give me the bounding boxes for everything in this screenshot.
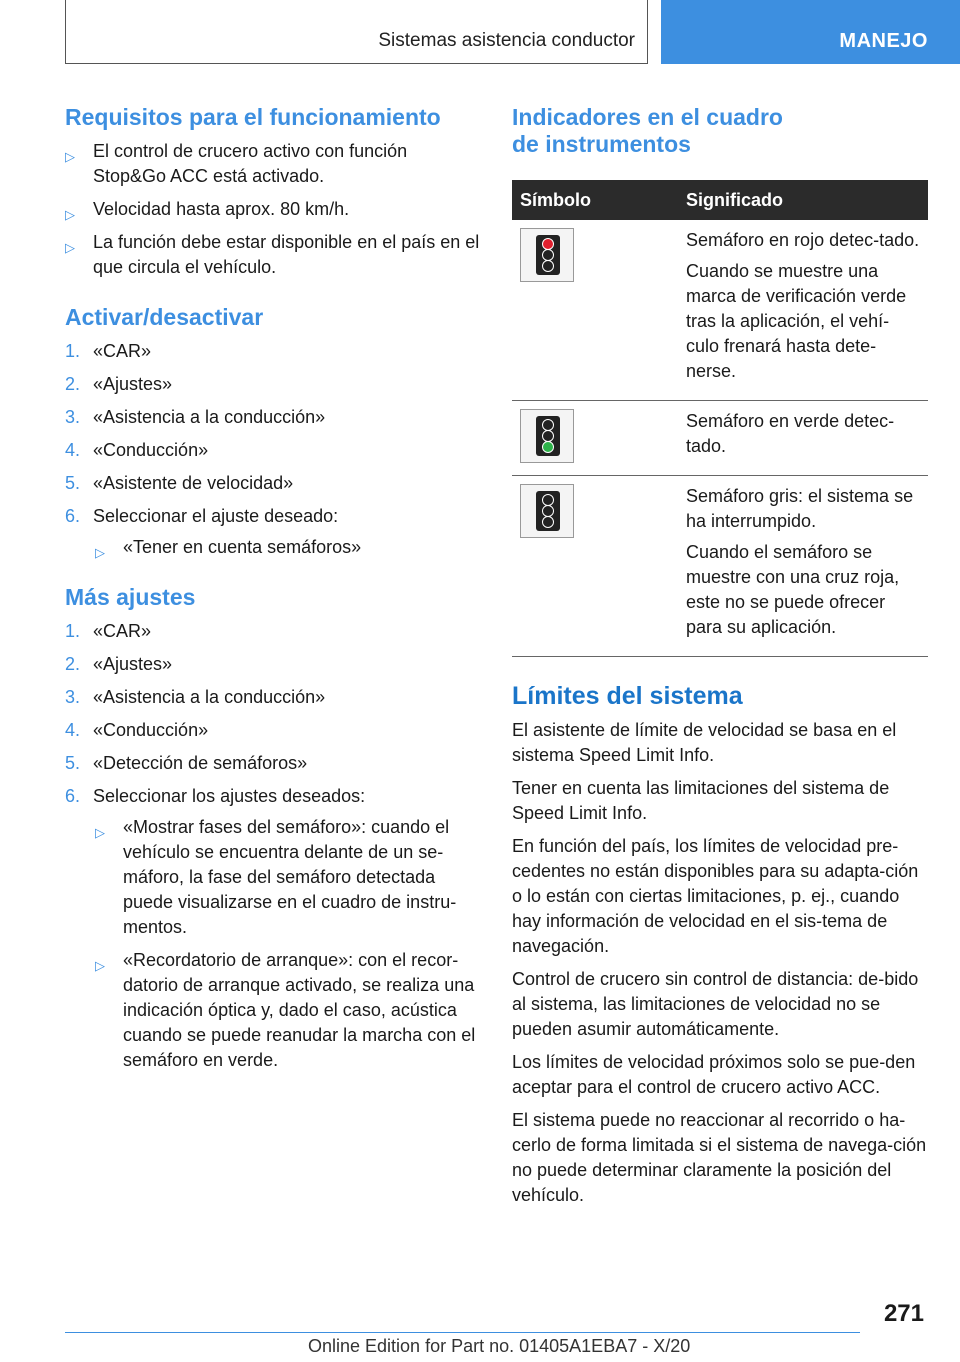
table-row: Semáforo en rojo detec-tado. Cuando se muestre una marca de verificación verde tras la aplicación, el vehí-culo frenará hasta dete-nerse. bbox=[512, 220, 928, 401]
traffic-light-grey-icon bbox=[520, 484, 574, 538]
triangle-bullet-icon: ▷ bbox=[65, 149, 75, 164]
triangle-bullet-icon: ▷ bbox=[65, 207, 75, 222]
list-item: 5. «Asistente de velocidad» bbox=[65, 473, 294, 493]
list-item: 3. «Asistencia a la conducción» bbox=[65, 687, 326, 707]
requirements-heading: Requisitos para el funcionamiento bbox=[65, 104, 441, 130]
triangle-bullet-icon: ▷ bbox=[65, 240, 75, 255]
list-item: 4. «Conducción» bbox=[65, 440, 209, 460]
triangle-bullet-icon: ▷ bbox=[95, 545, 105, 560]
more-settings-heading: Más ajustes bbox=[65, 584, 196, 610]
page-number: 271 bbox=[883, 1300, 924, 1327]
indicators-table bbox=[512, 180, 928, 657]
paragraph: Los límites de velocidad próximos solo se pue-den aceptar para el control de crucero activo ACC. bbox=[512, 1052, 916, 1097]
paragraph: El asistente de límite de velocidad se basa en el sistema Speed Limit Info. bbox=[512, 720, 897, 765]
list-item: ▷ El control de crucero activo con función Stop&Go ACC está activado. bbox=[65, 141, 408, 186]
paragraph: Tener en cuenta las limitaciones del sistema de Speed Limit Info. bbox=[512, 778, 890, 823]
list-item: ▷ Velocidad hasta aprox. 80 km/h. bbox=[65, 197, 485, 222]
table-row: Semáforo en verde detec-tado. bbox=[512, 401, 928, 476]
triangle-bullet-icon: ▷ bbox=[95, 958, 105, 973]
list-item: 1. «CAR» bbox=[65, 621, 152, 641]
list-item: ▷ «Mostrar fases del semáforo»: cuando el vehículo se encuentra delante de un se-máforo, la fase del semáforo detectada puede visualizarse en el cuadro de instru-mentos. bbox=[95, 817, 457, 937]
chapter-tab-label: MANEJO bbox=[839, 30, 928, 52]
col-meaning-header: Significado bbox=[678, 180, 928, 220]
list-item: ▷ «Recordatorio de arranque»: con el recor-datorio de arranque activado, se realiza una indicación óptica y, dado el caso, acústica cuando se puede reanudar la marcha con el semáforo en verde. bbox=[95, 950, 476, 1070]
right-column bbox=[512, 104, 928, 1216]
activate-steps bbox=[65, 339, 485, 560]
section-title: Sistemas asistencia conductor bbox=[378, 30, 635, 51]
list-item: 6. Seleccionar los ajustes deseados: ▷ «Mostrar fases del semáforo»: cuando el vehículo se encuentra delante de un se-máforo, la fase del semáforo detectada puede visualizarse en el cuadro de instru-mentos. ▷ «Recordatorio de arranque»: con el recor-datorio de arranque activado, se realiza una indicación óptica y, dado el caso, acústica cuando se puede reanudar la marcha con el semáforo en verde. bbox=[65, 784, 485, 1073]
list-item: 3. «Asistencia a la conducción» bbox=[65, 407, 326, 427]
list-item: 2. «Ajustes» bbox=[65, 374, 173, 394]
list-item: 5. «Detección de semáforos» bbox=[65, 753, 308, 773]
more-settings-steps bbox=[65, 619, 485, 1073]
requirements-list bbox=[65, 139, 485, 280]
header-box bbox=[65, 0, 648, 64]
table-row: Semáforo gris: el sistema se ha interrumpido. Cuando el semáforo se muestre con una cruz roja, este no se puede ofrecer para su aplicación. bbox=[512, 476, 928, 657]
list-item: ▷ «Tener en cuenta semáforos» bbox=[93, 535, 485, 560]
chapter-tab[interactable] bbox=[661, 0, 960, 64]
paragraph: El sistema puede no reaccionar al recorrido o ha-cerlo de forma limitada si el sistema de navega-ción no puede determinar claramente la posición del vehículo. bbox=[512, 1110, 927, 1205]
list-item: 4. «Conducción» bbox=[65, 720, 209, 740]
list-item: ▷ La función debe estar disponible en el país en el que circula el vehículo. bbox=[65, 232, 480, 277]
table-header-row bbox=[512, 180, 928, 220]
traffic-light-green-icon bbox=[520, 409, 574, 463]
col-symbol-header: Símbolo bbox=[512, 180, 678, 220]
left-column bbox=[65, 104, 485, 1081]
edition-footer: Online Edition for Part no. 01405A1EBA7 - X/20 bbox=[308, 1336, 691, 1356]
list-item: 1. «CAR» bbox=[65, 341, 152, 361]
triangle-bullet-icon: ▷ bbox=[95, 825, 105, 840]
paragraph: En función del país, los límites de velocidad pre-cedentes no están disponibles para su adapta-ción o lo están con ciertas limitaciones, p. ej., cuando hay información de velocidad en el sis-tema de navegación. bbox=[512, 836, 919, 956]
footer-divider bbox=[65, 1332, 860, 1333]
paragraph: Control de crucero sin control de distancia: de-bido al sistema, las limitaciones de velocidad no se pueden asumir automáticamente. bbox=[512, 969, 919, 1039]
indicators-heading: Indicadores en el cuadro de instrumentos bbox=[512, 104, 783, 157]
traffic-light-red-icon bbox=[520, 228, 574, 282]
list-item: 2. «Ajustes» bbox=[65, 654, 173, 674]
list-item: 6. Seleccionar el ajuste deseado: ▷ «Tener en cuenta semáforos» bbox=[65, 504, 485, 560]
system-limits-heading: Límites del sistema bbox=[512, 682, 743, 710]
activate-heading: Activar/desactivar bbox=[65, 304, 264, 330]
